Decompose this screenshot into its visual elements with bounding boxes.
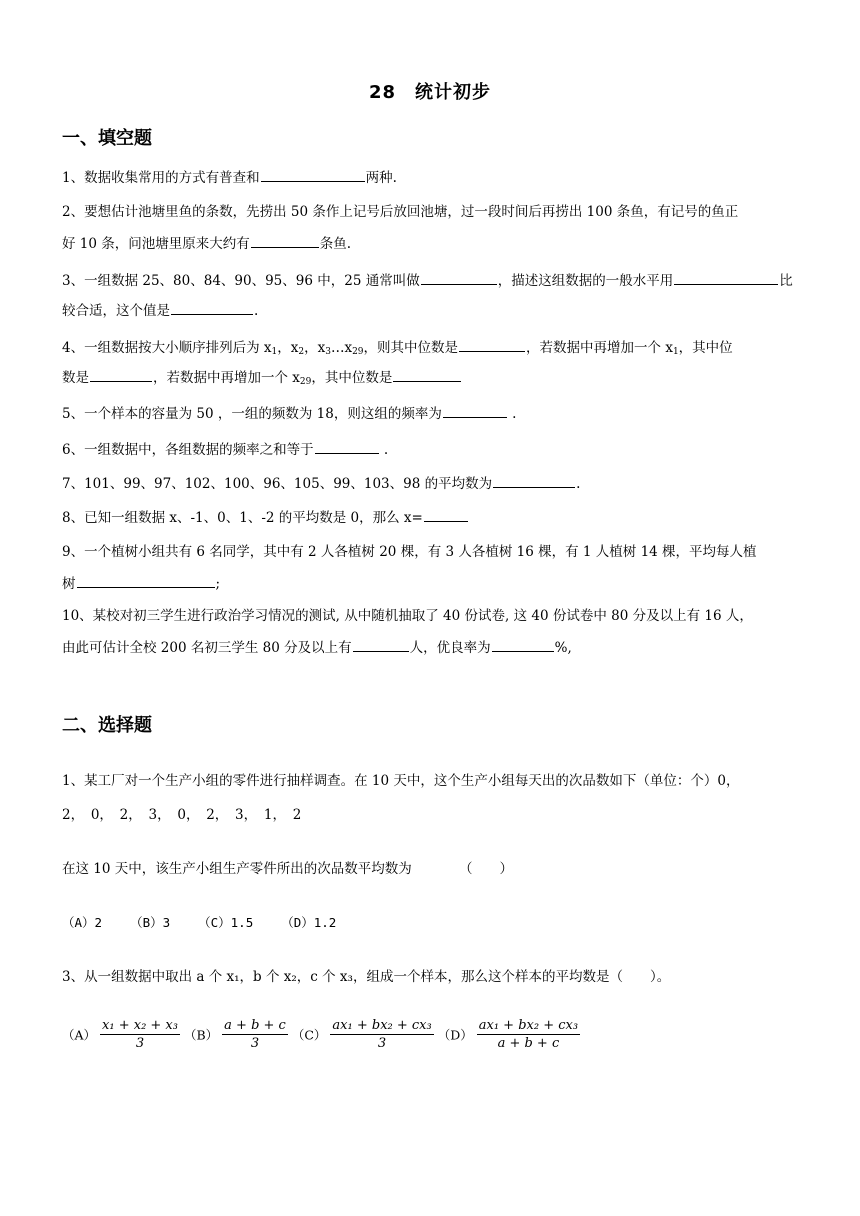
answer-blank bbox=[315, 439, 379, 454]
q9-text-end: ; bbox=[215, 576, 221, 592]
answer-blank bbox=[492, 637, 554, 652]
fraction-d[interactable] bbox=[477, 1018, 580, 1051]
question-4-line-2 bbox=[62, 367, 462, 391]
q10-text: 由此可估计全校 200 名初三学生 80 分及以上有 bbox=[62, 640, 352, 656]
q4-text: ，x bbox=[277, 340, 299, 356]
answer-blank bbox=[353, 637, 409, 652]
answer-blank bbox=[443, 403, 507, 418]
option-d-label[interactable]: （D） bbox=[437, 1027, 473, 1043]
fraction-c[interactable] bbox=[330, 1018, 433, 1051]
q7-text: 7、101、99、97、102、100、96、105、99、103、98 的平均数为 bbox=[62, 476, 493, 492]
answer-blank bbox=[261, 167, 365, 182]
q2-text-end: 条鱼. bbox=[319, 236, 352, 252]
option-c-label[interactable]: （C） bbox=[291, 1027, 327, 1043]
answer-blank bbox=[421, 270, 497, 285]
question-3-line-2 bbox=[62, 300, 258, 320]
q4-text: …x bbox=[330, 340, 353, 356]
option-c[interactable]: （C）1.5 bbox=[198, 915, 254, 930]
q7-text-end: . bbox=[576, 476, 581, 492]
choice-1-line-1: 1、某工厂对一个生产小组的零件进行抽样调查。在 10 天中，这个生产小组每天出的次品数如下（单位：个）0， bbox=[62, 773, 740, 789]
q5-text: 5、一个样本的容量为 50 ，一组的频数为 18，则这组的频率为 bbox=[62, 406, 442, 422]
answer-blank bbox=[393, 367, 461, 382]
page-title: 28 统计初步 bbox=[368, 82, 492, 103]
fraction-b[interactable] bbox=[222, 1018, 288, 1051]
numerator: x₁ + x₂ + x₃ bbox=[102, 1018, 178, 1033]
question-4-line-1 bbox=[62, 337, 733, 361]
answer-blank bbox=[90, 367, 152, 382]
subscript: 29 bbox=[299, 377, 312, 387]
question-10-line-2 bbox=[62, 637, 572, 657]
numerator: ax₁ + bx₂ + cx₃ bbox=[478, 1018, 579, 1033]
denominator: a + b + c bbox=[497, 1036, 560, 1051]
option-b-label[interactable]: （B） bbox=[183, 1027, 219, 1043]
answer-blank bbox=[77, 573, 215, 588]
q6-text-end: . bbox=[383, 442, 389, 458]
q10-text-end: %, bbox=[554, 640, 572, 656]
answer-blank bbox=[493, 473, 575, 488]
q3-text: 3、一组数据 25、80、84、90、95、96 中，25 通常叫做 bbox=[62, 273, 420, 289]
question-9-line-2 bbox=[62, 573, 220, 593]
q2-text: 好 10 条，问池塘里原来大约有 bbox=[62, 236, 250, 252]
q4-text-2: ，其中位数是 bbox=[311, 370, 393, 386]
q4-text-2: 数是 bbox=[62, 370, 89, 386]
question-9-line-1: 9、一个植树小组共有 6 名同学，其中有 2 人各植树 20 棵，有 3 人各植树 16 棵，有 1 人植树 14 棵，平均每人植 bbox=[62, 544, 757, 560]
q4-text: 4、一组数据按大小顺序排列后为 x bbox=[62, 340, 272, 356]
q4-text: ，若数据中再增加一个 x bbox=[526, 340, 673, 356]
subscript: 1 bbox=[672, 347, 679, 357]
question-10-line-1: 10、某校对初三学生进行政治学习情况的测试, 从中随机抽取了 40 份试卷, 这 40 份试卷中 80 分及以上有 16 人， bbox=[62, 608, 753, 624]
option-a[interactable]: （A）2 bbox=[62, 915, 103, 930]
choice-1-options bbox=[62, 914, 364, 932]
q1-text-end: 两种. bbox=[365, 170, 397, 186]
answer-blank bbox=[459, 337, 525, 352]
fraction-a[interactable] bbox=[100, 1018, 180, 1051]
question-1 bbox=[62, 167, 397, 187]
q4-text: ，则其中位数是 bbox=[363, 340, 459, 356]
answer-blank bbox=[171, 300, 253, 315]
option-d[interactable]: （D）1.2 bbox=[281, 915, 337, 930]
question-2-line-1: 2、要想估计池塘里鱼的条数，先捞出 50 条作上记号后放回池塘，过一段时间后再捞出 100 条鱼，有记号的鱼正 bbox=[62, 204, 739, 220]
option-a-label[interactable]: （A） bbox=[62, 1027, 97, 1043]
q3-text-2-end: . bbox=[254, 303, 259, 319]
choice-1-line-3: 在这 10 天中，该生产小组生产零件所出的次品数平均数为 （ ） bbox=[62, 861, 514, 877]
section-choice: 二、选择题 bbox=[62, 715, 152, 736]
q4-text: ，x bbox=[304, 340, 326, 356]
subscript: 3 bbox=[325, 347, 331, 357]
question-6 bbox=[62, 439, 388, 459]
q10-text-mid: 人，优良率为 bbox=[409, 640, 491, 656]
question-5 bbox=[62, 403, 516, 423]
numerator: a + b + c bbox=[224, 1018, 286, 1033]
q4-text-2: ，若数据中再增加一个 x bbox=[153, 370, 300, 386]
q4-text: ，其中位 bbox=[678, 340, 733, 356]
q8-text: 8、已知一组数据 x、-1、0、1、-2 的平均数是 0，那么 x= bbox=[62, 510, 423, 526]
choice-3-options bbox=[62, 1018, 584, 1051]
option-b[interactable]: （B）3 bbox=[130, 915, 171, 930]
q5-text-end: . bbox=[512, 406, 517, 422]
subscript: 29 bbox=[352, 347, 364, 357]
answer-blank bbox=[251, 233, 319, 248]
subscript: 2 bbox=[298, 347, 305, 357]
q3-text-end: 比 bbox=[779, 273, 793, 289]
subscript: 1 bbox=[271, 347, 278, 357]
answer-blank bbox=[674, 270, 778, 285]
choice-3-line-1: 3、从一组数据中取出 a 个 x₁，b 个 x₂，c 个 x₃，组成一个样本，那么这个样本的平均数是（ ）。 bbox=[62, 969, 671, 985]
denominator: 3 bbox=[377, 1036, 387, 1051]
denominator: 3 bbox=[135, 1036, 145, 1051]
q9-text: 树 bbox=[62, 576, 76, 592]
q3-text-2: 较合适，这个值是 bbox=[62, 303, 170, 319]
denominator: 3 bbox=[250, 1036, 260, 1051]
question-7 bbox=[62, 473, 580, 493]
q1-text: 1、数据收集常用的方式有普查和 bbox=[62, 170, 260, 186]
choice-1-line-2: 2， 0， 2， 3， 0， 2， 3， 1， 2 bbox=[62, 807, 302, 823]
section-fill-in: 一、填空题 bbox=[62, 128, 152, 149]
question-8 bbox=[62, 507, 469, 527]
q3-text-mid: ，描述这组数据的一般水平用 bbox=[497, 273, 674, 289]
question-2-line-2 bbox=[62, 233, 351, 253]
question-3-line-1 bbox=[62, 270, 793, 290]
numerator: ax₁ + bx₂ + cx₃ bbox=[332, 1018, 432, 1033]
answer-blank bbox=[424, 507, 468, 522]
q6-text: 6、一组数据中，各组数据的频率之和等于 bbox=[62, 442, 314, 458]
